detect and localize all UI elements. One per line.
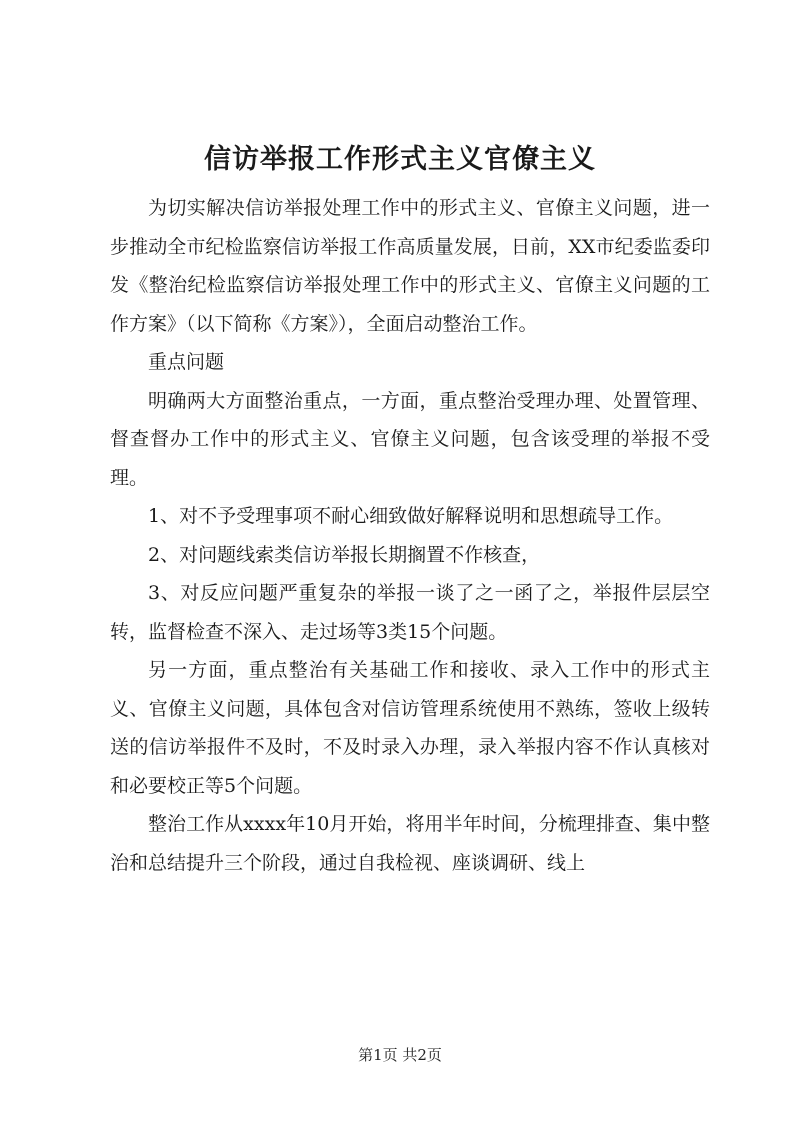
list-item-2: 2、对问题线索类信访举报长期搁置不作核查， <box>148 543 541 566</box>
list-item-1: 1、对不予受理事项不耐心细致做好解释说明和思想疏导工作。 <box>148 505 674 527</box>
paragraph-schedule: 整治工作从xxxx年10月开始，将用半年时间，分梳理排查、集中整治和总结提升三个阶段，通过自我检视、座谈调研、线上 <box>110 813 710 874</box>
list-item-3: 3、对反应问题严重复杂的举报一谈了之一函了之，举报件层层空转，监督检查不深入、走过场等3类15个问题。 <box>110 582 710 643</box>
paragraph-intro: 为切实解决信访举报处理工作中的形式主义、官僚主义问题，进一步推动全市纪检监察信访举报工作高质量发展，日前，XX市纪委监委印发《整治纪检监察信访举报处理工作中的形式主义、官僚主义问题的工作方案》（以下简称《方案》），全面启动整治工作。 <box>110 197 710 335</box>
paragraph-other-aspect: 另一方面，重点整治有关基础工作和接收、录入工作中的形式主义、官僚主义问题，具体包含对信访管理系统使用不熟练，签收上级转送的信访举报件不及时，不及时录入办理，录入举报内容不作认真核对和必要校正等5个问题。 <box>110 659 710 797</box>
document-title: 信访举报工作形式主义官僚主义 <box>204 144 596 175</box>
section-heading-key-issues: 重点问题 <box>148 351 225 373</box>
document-body <box>110 189 710 882</box>
paragraph-focus: 明确两大方面整治重点，一方面，重点整治受理办理、处置管理、督查督办工作中的形式主义、官僚主义问题，包含该受理的举报不受理。 <box>110 389 710 489</box>
page-footer: 第1页 共2页 <box>358 1046 442 1064</box>
